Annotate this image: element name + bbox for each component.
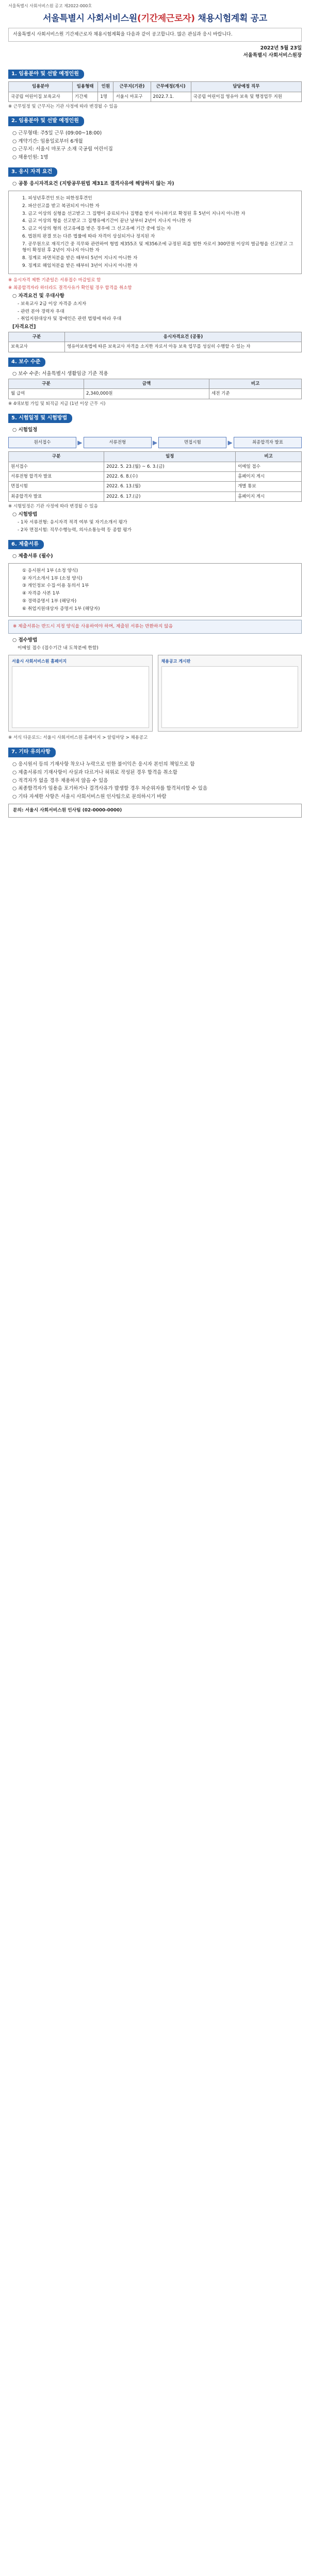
arrow-right-icon: ▶ [77,438,83,446]
th-count: 인원 [98,82,113,92]
table-row [9,472,302,482]
s5-method-item: - 2차 면접시험: 직무수행능력, 의사소통능력 등 종합 평가 [18,527,132,533]
table1-note: ※ 근무일정 및 근무지는 기관 사정에 따라 변경될 수 있음 [8,104,118,109]
s3-item: 1. 피성년후견인 또는 피한정후견인 [22,196,92,201]
th-qual-req: 응시자격요건 (공통) [65,332,302,342]
section-5-heading: 5. 시험일정 및 시험방법 [8,414,72,423]
table-row [9,482,302,492]
s3-note-1: ※ 응시자격 제한 기준일은 서류접수 마감일로 함 [8,277,101,283]
table-row [9,462,302,471]
cell: 2022. 5. 23.(월) ~ 6. 3.(금) [104,462,236,471]
table-row [9,492,302,501]
s2-item: ○ 근무지: 서울시 마포구 소재 국공립 어린이집 [12,146,113,152]
section-7-heading: 7. 기타 유의사항 [8,748,56,757]
section-6-heading: 6. 제출서류 [8,540,44,550]
s5-step-title: ○ 시험일정 [12,427,38,433]
cell: 면접시험 [9,482,104,492]
s3-item: 6. 법원의 판결 또는 다른 법률에 따라 자격이 상실되거나 정지된 자 [22,233,155,239]
s6-item: ① 응시원서 1부 (소정 양식) [22,568,78,573]
screenshot-left-body [12,666,149,728]
cell: 2,340,000원 [84,389,209,399]
th-sch-note: 비고 [236,452,302,462]
s2-item: ○ 근무형태: 주5일 근무 (09:00~18:00) [12,130,102,136]
cell: 2022. 6. 17.(금) [104,492,236,501]
section-4-heading: 4. 보수 수준 [8,358,45,367]
s7-item: ○ 최종합격자가 임용을 포기하거나 결격사유가 발생할 경우 차순위자를 합격처리할 수 있음 [12,786,208,792]
th-sch-date: 일정 [104,452,236,462]
s3-box-title: [자격요건] [12,324,36,330]
section-1-heading: 1. 임용분야 및 선발 예정인원 [8,70,84,79]
title-prefix: 서울특별시 사회서비스원 [43,13,138,24]
title-mid: (기간제근로자) [137,13,195,24]
s3-item: 9. 징계로 해임처분을 받은 때부터 3년이 지나지 아니한 자 [22,263,138,268]
cell: 2022. 6. 13.(월) [104,482,236,492]
table-row [9,342,302,352]
s6-item: ④ 자격증 사본 1부 [22,591,60,597]
s5-note: ※ 시험일정은 기관 사정에 따라 변경될 수 있음 [8,503,98,509]
th-duty: 담당예정 직무 [191,82,301,92]
flow-step: 최종합격자 발표 [234,437,302,448]
arrow-right-icon: ▶ [227,438,233,446]
cell: 이메일 접수 [236,462,302,471]
s3-item: 2. 파산선고를 받고 복권되지 아니한 자 [22,203,100,209]
process-flow [8,437,302,448]
s4-intro: ○ 보수 수준: 서울특별시 생활임금 기준 적용 [12,371,108,377]
flow-step: 면접시험 [158,437,226,448]
cell: 원서접수 [9,462,104,471]
s3-disqualification-box [8,191,302,274]
s3-extra-item: - 취업지원대상자 및 장애인은 관련 법령에 따라 우대 [18,316,122,322]
s3-item: 4. 금고 이상의 형을 선고받고 그 집행유예기간이 끝난 날부터 2년이 지나지 아니한 자 [22,218,191,224]
s3-extra-title: ○ 자격요건 및 우대사항 [12,293,64,299]
s7-item: ○ 응시원서 등의 기재사항 착오나 누락으로 인한 불이익은 응시자 본인의 책임으로 함 [12,761,195,767]
screenshot-board [158,655,302,732]
table-schedule [8,451,302,502]
s2-item: ○ 채용인원: 1명 [12,155,48,161]
th-type: 임용형태 [72,82,98,92]
table-salary [8,379,302,399]
s3-item: 7. 공무원으로 재직기간 중 직무와 관련하여 형법 제355조 및 제356조에 규정된 죄를 범한 자로서 300만원 이상의 벌금형을 선고받고 그 형이 확정된 후 2년이 지나지 아니한 자 [22,241,293,253]
table-row [9,389,302,399]
s6-warning-box: ※ 제출서류는 반드시 지정 양식을 사용하여야 하며, 제출된 서류는 반환하지 않음 [8,620,302,634]
arrow-right-icon: ▶ [152,438,158,446]
th-qual-type: 구분 [9,332,65,342]
s6-docs-box [8,563,302,617]
s4-note: ※ 4대보험 가입 및 퇴직금 지급 (1년 이상 근무 시) [8,401,106,406]
s6-item: ⑤ 경력증명서 1부 (해당자) [22,598,77,604]
th-sal-amount: 금액 [84,379,209,388]
document [0,0,310,831]
s7-contact: 문의: 서울시 사회서비스원 인사팀 (02-0000-0000) [8,804,302,818]
th-sch-type: 구분 [9,452,104,462]
th-sal-type: 구분 [9,379,84,388]
table-qualifications [8,332,302,352]
table-positions [8,81,302,102]
s3-note-2: ※ 최종합격자라 하더라도 결격사유가 확인될 경우 합격을 취소함 [8,285,132,291]
s6-item: ③ 개인정보 수집·이용 동의서 1부 [22,583,89,589]
s3-item: 8. 징계로 파면처분을 받은 때부터 5년이 지나지 아니한 자 [22,256,138,261]
page-title [8,12,302,25]
screenshot-right-body [161,666,299,728]
s3-item: 5. 금고 이상의 형의 선고유예를 받은 경우에 그 선고유예 기간 중에 있는 자 [22,226,171,232]
th-sal-note: 비고 [209,379,302,388]
s7-item: ○ 제출서류의 기재사항이 사실과 다르거나 허위로 작성된 경우 합격을 취소함 [12,769,177,775]
s6-screen-caption: ※ 서식 다운로드: 서울시 사회서비스원 홈페이지 > 알림마당 > 채용공고 [8,735,148,741]
flow-step: 원서접수 [8,437,76,448]
s6-submit-title: ○ 접수방법 [12,637,38,643]
cell: 홈페이지 게시 [236,492,302,501]
cell: 최종합격자 발표 [9,492,104,501]
announce-org: 서울특별시 사회서비스원장 [243,53,302,59]
cell: 국공립 어린이집 영유아 보육 및 행정업무 지원 [191,92,301,101]
section-2-heading: 2. 임용분야 및 선발 예정인원 [8,116,84,126]
s5-method-item: - 1차 서류전형: 응시자격 적격 여부 및 자기소개서 평가 [18,520,127,526]
intro-box: 서울특별시 사회서비스원 기간제근로자 채용시험계획을 다음과 같이 공고합니다. 많은 관심과 응시 바랍니다. [8,28,302,42]
s6-submit-text: 이메일 접수 (접수기간 내 도착분에 한함) [18,645,99,651]
cell: 기간제 [72,92,98,101]
table-row [9,92,302,101]
screenshot-left-title: 서울시 사회서비스원 홈페이지 [12,658,67,664]
cell: 서류전형 합격자 발표 [9,472,104,482]
announce-date: 2022년 5월 23일 [260,45,302,52]
doc-reference: 서울특별시 사회서비스원 공고 제2022-000호 [8,4,92,8]
cell: 1명 [98,92,113,101]
s7-item: ○ 기타 자세한 사항은 서울시 사회서비스원 인사팀으로 문의하시기 바람 [12,794,167,800]
s7-item: ○ 적격자가 없을 경우 채용하지 않을 수 있음 [12,777,108,784]
s3-extra-item: - 보육교사 2급 이상 자격증 소지자 [18,301,87,307]
cell: 홈페이지 게시 [236,472,302,482]
flow-step: 서류전형 [84,437,152,448]
cell: 서울시 마포구 [113,92,151,101]
s3-intro: ○ 공통 응시자격요건 (지방공무원법 제31조 결격사유에 해당하지 않는 자) [12,181,174,187]
s3-extra-item: - 관련 분야 경력자 우대 [18,309,64,314]
s2-item: ○ 계약기간: 임용일로부터 6개월 [12,138,83,144]
s5-method-title: ○ 시험방법 [12,512,38,518]
cell: 월 급여 [9,389,84,399]
cell: 보육교사 [9,342,65,352]
title-suffix: 채용시험계획 공고 [194,13,267,24]
s6-item: ⑥ 취업지원대상자 증명서 1부 (해당자) [22,606,100,612]
s6-item: ② 자기소개서 1부 (소정 양식) [22,575,83,581]
website-screenshots [8,655,302,732]
cell: 2022.7.1. [151,92,191,101]
s6-intro: ○ 제출서류 (필수) [12,553,53,560]
date-org [8,45,302,59]
s3-item: 3. 금고 이상의 실형을 선고받고 그 집행이 종료되거나 집행을 받지 아니하기로 확정된 후 5년이 지나지 아니한 자 [22,211,246,216]
screenshot-homepage [8,655,153,732]
th-place: 근무지(기관) [113,82,151,92]
cell: 세전 기준 [209,389,302,399]
th-start: 근무예정(개시) [151,82,191,92]
screenshot-right-title: 채용공고 게시판 [161,658,191,664]
cell: 개별 통보 [236,482,302,492]
section-3-heading: 3. 응시 자격 요건 [8,167,57,177]
th-field: 임용분야 [9,82,73,92]
cell: 영유아보육법에 따른 보육교사 자격을 소지한 자로서 아동 보육 업무를 성실히 수행할 수 있는 자 [65,342,302,352]
cell: 2022. 6. 8.(수) [104,472,236,482]
cell: 국공립 어린이집 보육교사 [9,92,73,101]
